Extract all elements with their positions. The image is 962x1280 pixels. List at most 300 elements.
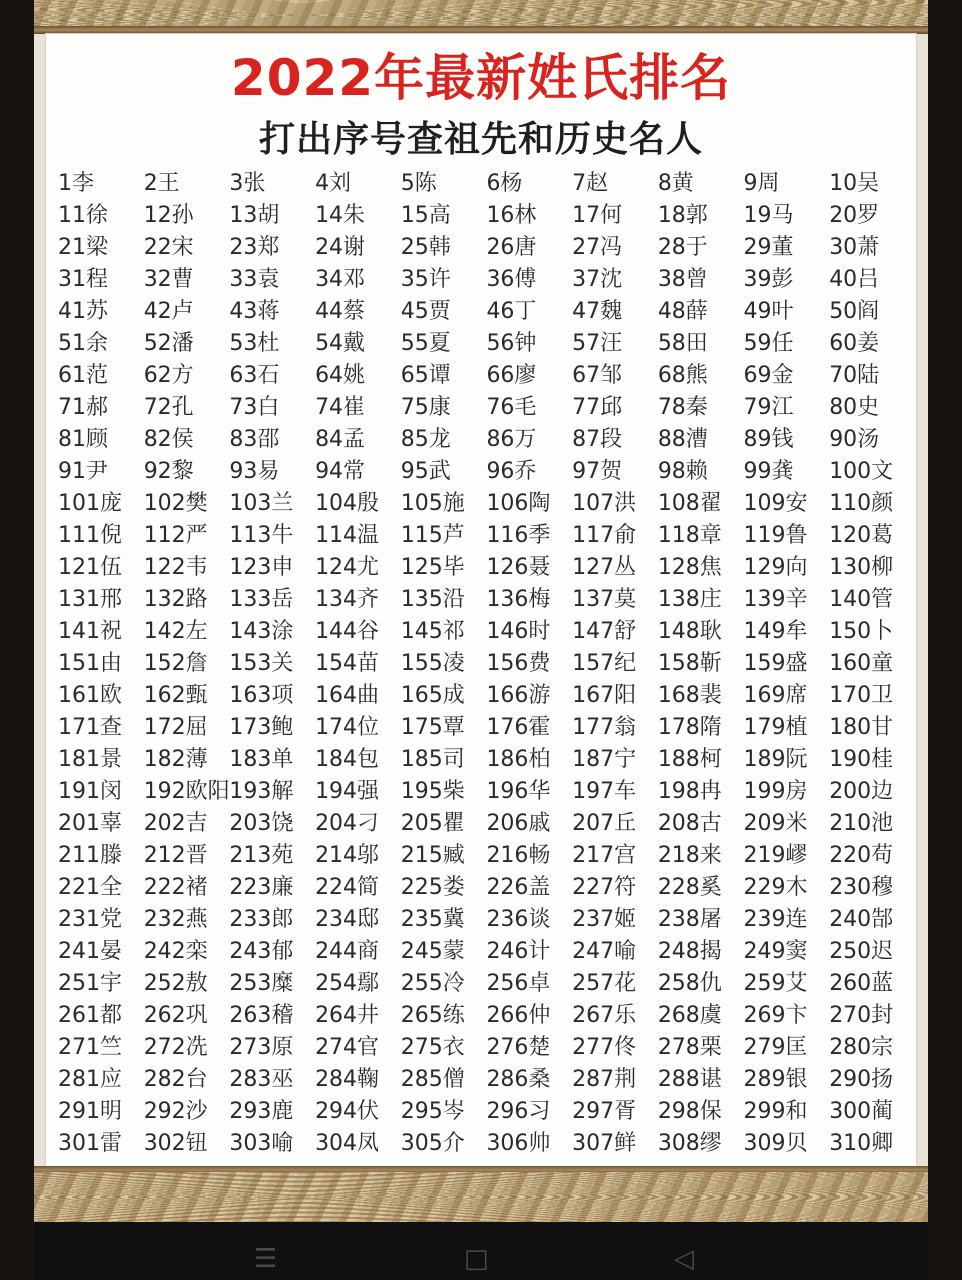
surname-entry: 293鹿 <box>229 1099 294 1124</box>
surname-entry: 198冉 <box>657 779 722 804</box>
surname-entry: 226盖 <box>486 875 551 900</box>
surname-entry: 177翁 <box>572 715 637 740</box>
surname-entry: 267乐 <box>572 1003 637 1028</box>
surname-entry: 71郝 <box>58 395 108 420</box>
surname-entry: 306帅 <box>486 1131 551 1156</box>
surname-entry: 7赵 <box>572 171 609 196</box>
surname-entry: 142左 <box>143 619 208 644</box>
surname-entry: 138庄 <box>657 587 722 612</box>
surname-entry: 238屠 <box>657 907 722 932</box>
surname-entry: 62方 <box>143 363 194 388</box>
surname-entry: 135沿 <box>400 587 465 612</box>
surname-entry: 42卢 <box>143 299 194 324</box>
surname-entry: 32曹 <box>143 267 194 292</box>
surname-entry: 99龚 <box>743 459 794 484</box>
menu-icon[interactable]: ☰ <box>254 1244 278 1274</box>
surname-entry: 233郎 <box>229 907 294 932</box>
surname-entry: 286桑 <box>486 1067 551 1092</box>
surname-entry: 269卞 <box>743 1003 808 1028</box>
surname-entry: 126聂 <box>486 555 551 580</box>
surname-entry: 222褚 <box>143 875 208 900</box>
surname-entry: 235冀 <box>400 907 465 932</box>
surname-entry: 10吴 <box>829 171 880 196</box>
surname-entry: 101庞 <box>58 491 122 516</box>
surname-entry: 96乔 <box>486 459 537 484</box>
bottom-ornament-band <box>34 1172 928 1222</box>
surname-entry: 283巫 <box>229 1067 294 1092</box>
surname-entry: 275衣 <box>400 1035 465 1060</box>
surname-entry: 146时 <box>486 619 551 644</box>
surname-entry: 128焦 <box>657 555 722 580</box>
surname-entry: 154苗 <box>315 651 380 676</box>
surname-entry: 161欧 <box>58 683 122 708</box>
surname-entry: 282台 <box>143 1067 208 1092</box>
surname-entry: 164曲 <box>315 683 380 708</box>
surname-entry: 278栗 <box>657 1035 722 1060</box>
surname-entry: 141祝 <box>58 619 122 644</box>
surname-entry: 178隋 <box>657 715 722 740</box>
surname-grid <box>58 168 916 1160</box>
surname-entry: 67邹 <box>572 363 623 388</box>
surname-entry: 70陆 <box>829 363 880 388</box>
surname-entry: 153关 <box>229 651 294 676</box>
surname-entry: 78秦 <box>657 395 708 420</box>
surname-entry: 171查 <box>58 715 122 740</box>
surname-entry: 251宇 <box>58 971 122 996</box>
surname-entry: 140管 <box>829 587 894 612</box>
surname-entry: 6杨 <box>486 171 523 196</box>
surname-entry: 80史 <box>829 395 880 420</box>
surname-entry: 292沙 <box>143 1099 208 1124</box>
surname-entry: 212晋 <box>143 843 208 868</box>
surname-entry: 248揭 <box>657 939 722 964</box>
surname-entry: 180甘 <box>829 715 894 740</box>
surname-entry: 65谭 <box>400 363 451 388</box>
surname-entry: 173鲍 <box>229 715 294 740</box>
surname-entry: 167阳 <box>572 683 637 708</box>
surname-entry: 259艾 <box>743 971 808 996</box>
surname-entry: 69金 <box>743 363 794 388</box>
surname-entry: 290扬 <box>829 1067 894 1092</box>
top-scroll-rod <box>34 26 928 34</box>
surname-entry: 257花 <box>572 971 637 996</box>
surname-entry: 144谷 <box>315 619 380 644</box>
surname-entry: 136梅 <box>486 587 551 612</box>
surname-entry: 9周 <box>743 171 780 196</box>
surname-entry: 276楚 <box>486 1035 551 1060</box>
surname-entry: 152詹 <box>143 651 208 676</box>
surname-entry: 273原 <box>229 1035 294 1060</box>
surname-entry: 205瞿 <box>400 811 465 836</box>
surname-entry: 165成 <box>400 683 465 708</box>
surname-entry: 184包 <box>315 747 380 772</box>
surname-entry: 281应 <box>58 1067 122 1092</box>
surname-entry: 18郭 <box>657 203 708 228</box>
left-dark-edge <box>0 0 34 1280</box>
surname-entry: 52潘 <box>143 331 194 356</box>
surname-entry: 256卓 <box>486 971 551 996</box>
surname-entry: 265练 <box>400 1003 465 1028</box>
surname-entry: 113牛 <box>229 523 294 548</box>
surname-entry: 158靳 <box>657 651 722 676</box>
surname-entry: 197车 <box>572 779 637 804</box>
page-title: 2022年最新姓氏排名 <box>230 49 732 107</box>
surname-entry: 58田 <box>657 331 708 356</box>
surname-entry: 93易 <box>229 459 280 484</box>
surname-entry: 229木 <box>743 875 808 900</box>
surname-entry: 19马 <box>743 203 794 228</box>
surname-entry: 151由 <box>58 651 122 676</box>
surname-entry: 72孔 <box>143 395 194 420</box>
surname-entry: 81顾 <box>58 427 108 452</box>
surname-entry: 37沈 <box>572 267 623 292</box>
surname-entry: 13胡 <box>229 203 280 228</box>
surname-entry: 88漕 <box>657 427 708 452</box>
surname-entry: 302钮 <box>143 1131 208 1156</box>
surname-entry: 308缪 <box>657 1131 722 1156</box>
surname-entry: 36傅 <box>486 267 537 292</box>
surname-entry: 162甄 <box>143 683 208 708</box>
surname-entry: 216畅 <box>486 843 551 868</box>
surname-entry: 23郑 <box>229 235 280 260</box>
surname-entry: 192欧阳 <box>143 779 230 804</box>
surname-entry: 49叶 <box>743 299 794 324</box>
surname-entry: 130柳 <box>829 555 894 580</box>
surname-entry: 147舒 <box>572 619 637 644</box>
surname-entry: 263稽 <box>229 1003 294 1028</box>
surname-entry: 255冷 <box>400 971 465 996</box>
surname-entry: 258仇 <box>657 971 722 996</box>
surname-entry: 85龙 <box>400 427 451 452</box>
surname-entry: 139辛 <box>743 587 808 612</box>
surname-entry: 55夏 <box>400 331 451 356</box>
surname-entry: 298保 <box>657 1099 722 1124</box>
surname-entry: 94常 <box>315 459 366 484</box>
surname-entry: 46丁 <box>486 299 537 324</box>
surname-entry: 91尹 <box>58 459 108 484</box>
surname-entry: 224简 <box>315 875 380 900</box>
surname-entry: 247喻 <box>572 939 637 964</box>
surname-entry: 284鞠 <box>315 1067 380 1092</box>
surname-entry: 97贺 <box>572 459 623 484</box>
surname-entry: 305介 <box>400 1131 465 1156</box>
surname-entry: 89钱 <box>743 427 794 452</box>
surname-entry: 106陶 <box>486 491 551 516</box>
surname-entry: 120葛 <box>829 523 894 548</box>
surname-entry: 244商 <box>315 939 380 964</box>
surname-entry: 54戴 <box>315 331 366 356</box>
surname-entry: 169席 <box>743 683 808 708</box>
surname-entry: 155凌 <box>400 651 465 676</box>
surname-entry: 102樊 <box>143 491 208 516</box>
surname-entry: 61范 <box>58 363 108 388</box>
surname-entry: 246计 <box>486 939 551 964</box>
surname-entry: 289银 <box>743 1067 808 1092</box>
surname-entry: 294伏 <box>315 1099 380 1124</box>
surname-entry: 301雷 <box>58 1131 122 1156</box>
surname-entry: 3张 <box>229 171 266 196</box>
surname-entry: 122韦 <box>143 555 208 580</box>
surname-entry: 145祁 <box>400 619 465 644</box>
surname-entry: 27冯 <box>572 235 623 260</box>
surname-entry: 163项 <box>229 683 294 708</box>
surname-entry: 159盛 <box>743 651 808 676</box>
surname-entry: 74崔 <box>315 395 366 420</box>
surname-entry: 119鲁 <box>743 523 808 548</box>
surname-entry: 86万 <box>486 427 537 452</box>
surname-entry: 34邓 <box>315 267 366 292</box>
surname-entry: 201辜 <box>58 811 122 836</box>
surname-entry: 39彭 <box>743 267 794 292</box>
surname-entry: 207丘 <box>572 811 637 836</box>
surname-entry: 117俞 <box>572 523 637 548</box>
surname-entry: 270封 <box>829 1003 894 1028</box>
surname-entry: 277佟 <box>572 1035 637 1060</box>
surname-entry: 111倪 <box>58 523 122 548</box>
surname-entry: 249窦 <box>743 939 808 964</box>
surname-entry: 245蒙 <box>400 939 465 964</box>
surname-entry: 271竺 <box>58 1035 122 1060</box>
surname-entry: 4刘 <box>315 171 352 196</box>
surname-entry: 304凤 <box>315 1131 380 1156</box>
surname-entry: 103兰 <box>229 491 294 516</box>
surname-entry: 254鄢 <box>315 971 380 996</box>
surname-entry: 240郜 <box>829 907 894 932</box>
surname-entry: 170卫 <box>829 683 894 708</box>
surname-entry: 285僧 <box>400 1067 465 1092</box>
surname-entry: 16林 <box>486 203 537 228</box>
surname-entry: 221全 <box>58 875 122 900</box>
surname-entry: 1李 <box>58 171 94 196</box>
surname-entry: 243郁 <box>229 939 294 964</box>
surname-entry: 209米 <box>743 811 808 836</box>
surname-entry: 12孙 <box>143 203 194 228</box>
surname-entry: 47魏 <box>572 299 623 324</box>
surname-entry: 185司 <box>400 747 465 772</box>
surname-entry: 15高 <box>400 203 451 228</box>
surname-entry: 172屈 <box>143 715 208 740</box>
surname-entry: 310卿 <box>829 1131 894 1156</box>
surname-entry: 157纪 <box>572 651 637 676</box>
surname-ranking-sheet <box>46 34 916 1166</box>
surname-entry: 24谢 <box>315 235 366 260</box>
surname-entry: 206戚 <box>486 811 551 836</box>
surname-entry: 215臧 <box>400 843 465 868</box>
surname-entry: 21梁 <box>58 235 108 260</box>
surname-entry: 5陈 <box>400 171 437 196</box>
phone-navigation-bar <box>34 1222 928 1280</box>
surname-entry: 287荆 <box>572 1067 637 1092</box>
surname-entry: 95武 <box>400 459 451 484</box>
surname-entry: 264井 <box>315 1003 380 1028</box>
surname-entry: 187宁 <box>572 747 637 772</box>
surname-entry: 133岳 <box>229 587 294 612</box>
surname-entry: 303喻 <box>229 1131 294 1156</box>
surname-entry: 204刁 <box>315 811 380 836</box>
surname-entry: 64姚 <box>315 363 366 388</box>
surname-entry: 129向 <box>743 555 808 580</box>
surname-entry: 149牟 <box>743 619 808 644</box>
home-icon[interactable]: □ <box>464 1244 489 1274</box>
surname-entry: 77邱 <box>572 395 623 420</box>
surname-entry: 214邬 <box>315 843 380 868</box>
surname-entry: 43蒋 <box>229 299 280 324</box>
surname-entry: 33袁 <box>229 267 280 292</box>
surname-entry: 125毕 <box>400 555 465 580</box>
surname-entry: 208古 <box>657 811 722 836</box>
surname-entry: 41苏 <box>58 299 108 324</box>
surname-entry: 56钟 <box>486 331 537 356</box>
surname-entry: 84孟 <box>315 427 366 452</box>
surname-entry: 202吉 <box>143 811 208 836</box>
surname-entry: 150卜 <box>829 619 894 644</box>
surname-entry: 148耿 <box>657 619 722 644</box>
surname-entry: 118章 <box>657 523 722 548</box>
surname-entry: 92黎 <box>143 459 194 484</box>
surname-entry: 108翟 <box>657 491 722 516</box>
surname-entry: 109安 <box>743 491 808 516</box>
surname-entry: 124尤 <box>315 555 380 580</box>
surname-entry: 231党 <box>58 907 122 932</box>
right-dark-edge <box>928 0 962 1280</box>
surname-entry: 174位 <box>315 715 380 740</box>
surname-entry: 76毛 <box>486 395 537 420</box>
surname-entry: 115芦 <box>400 523 465 548</box>
surname-entry: 116季 <box>486 523 551 548</box>
surname-entry: 87段 <box>572 427 623 452</box>
surname-entry: 272冼 <box>143 1035 208 1060</box>
surname-entry: 100文 <box>829 459 894 484</box>
surname-entry: 252敖 <box>143 971 208 996</box>
surname-entry: 297胥 <box>572 1099 637 1124</box>
surname-entry: 30萧 <box>829 235 880 260</box>
back-icon[interactable]: ◁ <box>674 1244 694 1274</box>
surname-entry: 28于 <box>657 235 708 260</box>
surname-entry: 8黄 <box>657 171 694 196</box>
surname-entry: 26唐 <box>486 235 537 260</box>
surname-entry: 160童 <box>829 651 894 676</box>
surname-entry: 236谈 <box>486 907 551 932</box>
surname-entry: 199房 <box>743 779 808 804</box>
surname-entry: 123申 <box>229 555 294 580</box>
surname-entry: 75康 <box>400 395 451 420</box>
surname-entry: 35许 <box>400 267 451 292</box>
surname-entry: 188柯 <box>657 747 722 772</box>
surname-entry: 50阎 <box>829 299 880 324</box>
surname-entry: 137莫 <box>572 587 637 612</box>
surname-entry: 73白 <box>229 395 280 420</box>
surname-entry: 195柴 <box>400 779 465 804</box>
surname-entry: 110颜 <box>829 491 894 516</box>
surname-entry: 210池 <box>829 811 894 836</box>
surname-entry: 237姬 <box>572 907 637 932</box>
surname-entry: 295岑 <box>400 1099 465 1124</box>
surname-entry: 68熊 <box>657 363 708 388</box>
surname-entry: 175覃 <box>400 715 465 740</box>
surname-entry: 14朱 <box>315 203 366 228</box>
surname-entry: 200边 <box>829 779 894 804</box>
surname-entry: 44蔡 <box>315 299 366 324</box>
surname-entry: 22宋 <box>143 235 194 260</box>
surname-entry: 262巩 <box>143 1003 208 1028</box>
surname-entry: 190桂 <box>829 747 894 772</box>
surname-entry: 228奚 <box>657 875 722 900</box>
surname-entry: 166游 <box>486 683 551 708</box>
surname-entry: 218来 <box>657 843 722 868</box>
surname-entry: 182薄 <box>143 747 208 772</box>
surname-entry: 241晏 <box>58 939 122 964</box>
surname-entry: 288谌 <box>657 1067 722 1092</box>
surname-entry: 2王 <box>143 171 180 196</box>
surname-entry: 307鲜 <box>572 1131 637 1156</box>
surname-entry: 104殷 <box>315 491 380 516</box>
surname-entry: 82侯 <box>143 427 194 452</box>
surname-entry: 17何 <box>572 203 623 228</box>
surname-entry: 66廖 <box>486 363 537 388</box>
surname-entry: 51余 <box>58 331 108 356</box>
surname-entry: 79江 <box>743 395 794 420</box>
surname-entry: 63石 <box>229 363 280 388</box>
surname-entry: 40吕 <box>829 267 880 292</box>
surname-entry: 219嵺 <box>743 843 808 868</box>
surname-entry: 156费 <box>486 651 551 676</box>
surname-entry: 261都 <box>58 1003 122 1028</box>
surname-entry: 194强 <box>315 779 380 804</box>
surname-entry: 193解 <box>229 779 294 804</box>
surname-entry: 266仲 <box>486 1003 551 1028</box>
surname-entry: 196华 <box>486 779 551 804</box>
surname-entry: 25韩 <box>400 235 451 260</box>
surname-entry: 31程 <box>58 267 108 292</box>
surname-entry: 107洪 <box>572 491 637 516</box>
surname-entry: 191闵 <box>58 779 122 804</box>
surname-entry: 291明 <box>58 1099 122 1124</box>
surname-entry: 223廉 <box>229 875 294 900</box>
surname-entry: 279匡 <box>743 1035 808 1060</box>
surname-entry: 45贾 <box>400 299 451 324</box>
surname-entry: 53杜 <box>229 331 280 356</box>
surname-entry: 253糜 <box>229 971 294 996</box>
surname-entry: 250迟 <box>829 939 894 964</box>
surname-entry: 232燕 <box>143 907 208 932</box>
surname-entry: 112严 <box>143 523 208 548</box>
surname-entry: 57汪 <box>572 331 623 356</box>
surname-entry: 29董 <box>743 235 794 260</box>
surname-entry: 189阮 <box>743 747 808 772</box>
surname-entry: 230穆 <box>829 875 894 900</box>
surname-entry: 211滕 <box>58 843 122 868</box>
surname-entry: 38曾 <box>657 267 708 292</box>
surname-entry: 213苑 <box>229 843 294 868</box>
surname-entry: 98赖 <box>657 459 708 484</box>
surname-entry: 299和 <box>743 1099 808 1124</box>
surname-entry: 239连 <box>743 907 808 932</box>
surname-entry: 127丛 <box>572 555 637 580</box>
surname-entry: 300蔺 <box>829 1099 894 1124</box>
surname-entry: 83邵 <box>229 427 280 452</box>
surname-entry: 309贝 <box>743 1131 808 1156</box>
surname-entry: 181景 <box>58 747 122 772</box>
surname-entry: 60姜 <box>829 331 880 356</box>
surname-entry: 143涂 <box>229 619 294 644</box>
surname-entry: 186柏 <box>486 747 551 772</box>
surname-entry: 260蓝 <box>829 971 894 996</box>
surname-entry: 176霍 <box>486 715 551 740</box>
surname-entry: 274官 <box>315 1035 380 1060</box>
surname-entry: 90汤 <box>829 427 880 452</box>
surname-entry: 48薛 <box>657 299 708 324</box>
surname-entry: 203饶 <box>229 811 294 836</box>
